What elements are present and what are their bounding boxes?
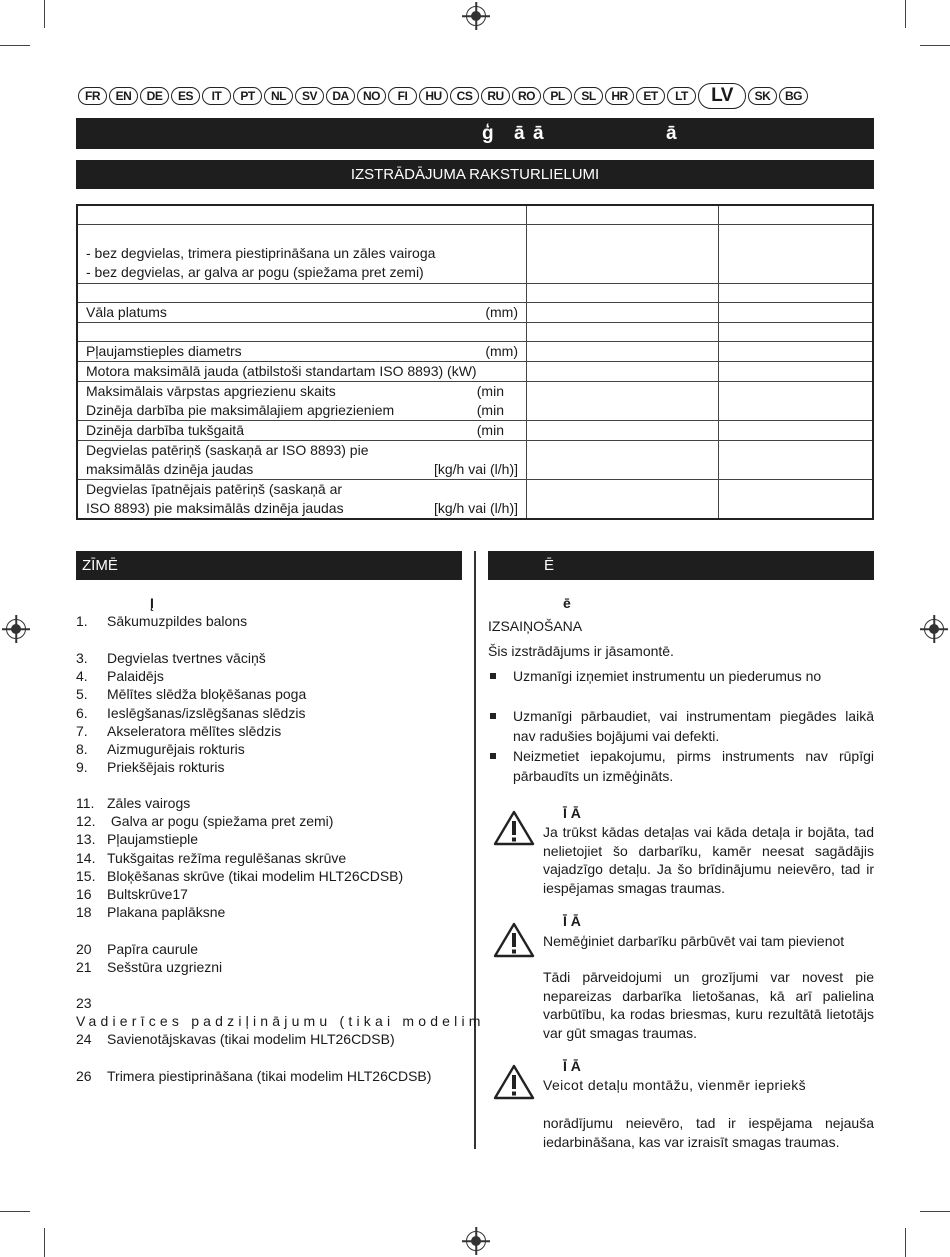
part-number: 4.: [76, 668, 88, 685]
weight-line: - bez degvielas, trimera piestiprināšana un zāles vairoga: [86, 244, 436, 261]
list-item: [76, 612, 247, 630]
part-name: Galva ar pogu (spiežama pret zemi): [107, 813, 334, 830]
registration-mark-icon: [466, 6, 486, 26]
warning-icon: [493, 810, 535, 846]
part-name: Papīra caurule: [107, 941, 199, 957]
specific-fuel-label-2: ISO 8893) pie maksimālās dzinēja jaudas: [86, 499, 344, 516]
engine-max-unit: (min: [476, 401, 504, 418]
part-number: 14.: [76, 849, 96, 866]
line-diameter-unit: (mm): [485, 342, 518, 359]
warning-heading: Ī Ā: [563, 1058, 581, 1074]
table-row: [77, 322, 873, 341]
list-item: Neizmetiet iepakojumu, pirms instruments nav rūpīgi pārbaudīts un izmēģināts.: [488, 746, 874, 786]
part-number: 13.: [76, 831, 96, 848]
crop-mark: [920, 45, 950, 46]
list-item: [76, 867, 403, 885]
list-item: [76, 903, 403, 921]
swath-label: Vāla platums: [86, 303, 167, 320]
spec-table: [76, 204, 874, 520]
unpacking-title: IZSAIŅOŠANA: [488, 618, 583, 634]
table-row: [77, 381, 873, 420]
language-tab-lt[interactable]: LT: [667, 87, 696, 105]
part-number: 26: [76, 1068, 92, 1084]
parts-group: [76, 649, 306, 776]
language-tab-es[interactable]: ES: [171, 87, 200, 105]
language-tab-en[interactable]: EN: [109, 87, 138, 105]
part-name: Trimera piestiprināšana (tikai modelim HLT26CDSB): [107, 1068, 432, 1084]
language-tab-de[interactable]: DE: [140, 87, 169, 105]
column-divider: [474, 551, 476, 1149]
list-item: [76, 885, 403, 903]
language-tab-da[interactable]: DA: [326, 87, 355, 105]
part-number: 11.: [76, 795, 95, 811]
page-title: [76, 118, 874, 149]
warning-text: norādījumu neievēro, tad ir iespējama nejauša iedarbināšana, kas var izraisīt smagas traumas.: [543, 1115, 874, 1150]
table-row: [77, 224, 873, 283]
part-name: Vadierīces padziļinājumu (tikai modelim: [76, 1013, 485, 1030]
part-name: Sešstūra uzgriezni: [107, 959, 223, 976]
list-item: [76, 667, 306, 685]
bullet-icon: [490, 753, 496, 759]
part-number: 24: [76, 1031, 92, 1047]
max-speed-unit: (min: [476, 382, 504, 399]
part-number: 1.: [76, 613, 88, 629]
language-tab-lv[interactable]: LV: [698, 83, 746, 109]
bullet-icon: [490, 713, 496, 719]
language-tab-sk[interactable]: SK: [748, 87, 777, 105]
part-number: 20: [76, 941, 92, 957]
part-name: Akseleratora mēlītes slēdzis: [107, 722, 282, 739]
table-row: [77, 479, 873, 519]
crop-mark: [905, 0, 906, 28]
list-item: [76, 1030, 395, 1048]
part-name: Degvielas tvertnes vāciņš: [107, 650, 266, 666]
table-row: [77, 205, 873, 224]
fuel-consumption-label: Degvielas patēriņš (saskaņā ar ISO 8893) pie: [86, 441, 369, 458]
part-number: 7.: [76, 722, 88, 739]
table-row: [77, 420, 873, 440]
weight-line: - bez degvielas, ar galva ar pogu (spiežama pret zemi): [86, 263, 424, 280]
specific-fuel-label: Degvielas īpatnējais patēriņš (saskaņā ar: [86, 480, 343, 497]
list-item: [76, 704, 306, 722]
part-number: 18: [76, 904, 92, 921]
table-row: [77, 341, 873, 361]
language-tab-pt[interactable]: PT: [233, 87, 262, 105]
parts-group: [76, 940, 222, 976]
language-tab-ru[interactable]: RU: [481, 87, 510, 105]
part-name: Palaidējs: [107, 668, 164, 685]
part-number: 6.: [76, 704, 88, 721]
part-name: Tukšgaitas režīma regulēšanas skrūve: [107, 849, 347, 866]
assembly-subheading: ē: [563, 595, 571, 611]
parts-group: [76, 994, 485, 1030]
bullet-icon: [490, 673, 496, 679]
fuel-consumption-label-2: maksimālās dzinēja jaudas: [86, 460, 254, 477]
registration-mark-icon: [466, 1231, 486, 1251]
part-name: Savienotājskavas (tikai modelim HLT26CDSB): [107, 1031, 395, 1047]
list-item: [76, 685, 306, 703]
notes-heading: ZĪMĒ: [76, 551, 462, 580]
language-tab-sl[interactable]: SL: [574, 87, 603, 105]
language-tab-pl[interactable]: PL: [543, 87, 572, 105]
language-tab-hu[interactable]: HU: [419, 87, 448, 105]
list-item: [76, 830, 403, 848]
assembly-note: Šis izstrādājums ir jāsamontē.: [488, 643, 674, 659]
parts-group: [76, 612, 247, 630]
language-tab-fi[interactable]: FI: [388, 87, 417, 105]
part-name: Priekšējais rokturis: [107, 759, 225, 776]
list-item: Uzmanīgi izņemiet instrumentu un piederumus no: [488, 666, 874, 686]
registration-mark-icon: [924, 619, 944, 639]
table-row: [77, 302, 873, 322]
part-number: 12.: [76, 813, 96, 830]
list-item: [76, 758, 306, 776]
crop-mark: [0, 45, 30, 46]
part-number: 23: [76, 995, 92, 1011]
part-number: 8.: [76, 741, 88, 758]
part-name: Mēlītes slēdža bloķēšanas poga: [107, 686, 307, 703]
part-number: 9.: [76, 759, 88, 776]
warning-heading: Ī Ā: [563, 805, 581, 821]
list-item: [76, 812, 403, 830]
part-name: Sākumuzpildes balons: [107, 613, 248, 629]
swath-unit: (mm): [485, 303, 518, 320]
engine-max-label: Dzinēja darbība pie maksimālajiem apgriezieniem: [86, 401, 395, 418]
part-number: 15.: [76, 867, 96, 884]
warning-text: Ja trūkst kādas detaļas vai kāda detaļa ir bojāta, tad nelietojiet šo darbarīku, kamēr neesat sagādājis vajadzīgo detaļu. Ja šo brīdinājumu neievēro, tad ir iespējamas smagas traumas.: [543, 824, 874, 896]
title-fragment: ā: [514, 123, 525, 144]
part-number: 16: [76, 886, 92, 903]
language-tab-bg[interactable]: BG: [779, 87, 808, 105]
list-item: [76, 722, 306, 740]
language-tab-sv[interactable]: SV: [295, 87, 324, 105]
list-item: [76, 1067, 431, 1085]
crop-mark: [44, 1228, 45, 1257]
crop-mark: [905, 1228, 906, 1257]
list-item: [76, 740, 306, 758]
part-name: Ieslēgšanas/izslēgšanas slēdzis: [107, 704, 306, 721]
idle-label: Dzinēja darbība tukšgaitā: [86, 421, 244, 438]
list-item: [76, 849, 403, 867]
list-item: [76, 958, 222, 976]
crop-mark: [44, 0, 45, 28]
list-item: [76, 649, 306, 667]
list-item: [76, 794, 403, 812]
part-name: Aizmugurējais rokturis: [107, 741, 245, 758]
language-tab-no[interactable]: NO: [357, 87, 386, 105]
title-fragment: ā: [666, 123, 677, 144]
parts-subheading: Į: [150, 595, 154, 611]
language-tab-nl[interactable]: NL: [264, 87, 293, 105]
warning-text: Veicot detaļu montāžu, vienmēr iepriekš: [543, 1077, 807, 1093]
part-name: Bultskrūve17: [107, 886, 188, 903]
list-item: [76, 994, 485, 1030]
table-row: [77, 283, 873, 302]
table-row: [77, 440, 873, 479]
part-number: 3.: [76, 650, 88, 666]
table-row: [77, 361, 873, 381]
warning-text: Nemēģiniet darbarīku pārbūvēt vai tam pievienot: [543, 933, 845, 949]
language-tab-fr[interactable]: FR: [78, 87, 107, 105]
language-tab-et[interactable]: ET: [636, 87, 665, 105]
language-tab-ro[interactable]: RO: [512, 87, 541, 105]
parts-group: [76, 1067, 431, 1085]
part-number: 5.: [76, 686, 88, 703]
parts-group: [76, 794, 403, 921]
fuel-consumption-unit: [kg/h vai (l/h)]: [433, 460, 518, 477]
part-name: Pļaujamstieple: [107, 831, 199, 848]
language-tabs: [78, 85, 878, 107]
engine-power-label: Motora maksimālā jauda (atbilstoši standartam ISO 8893) (kW): [77, 361, 527, 381]
language-tab-hr[interactable]: HR: [605, 87, 634, 105]
crop-mark: [920, 1211, 950, 1212]
warning-icon: [493, 1064, 535, 1100]
list-item: Uzmanīgi pārbaudiet, vai instrumentam piegādes laikā nav radušies bojājumi vai defekti.: [488, 706, 874, 746]
title-fragment: ģ: [482, 123, 494, 144]
parts-group: [76, 1030, 395, 1048]
list-item: [76, 940, 222, 958]
max-speed-label: Maksimālais vārpstas apgriezienu skaits: [86, 382, 336, 399]
warning-text: Tādi pārveidojumi un grozījumi var novest pie nepareizas darbarīka lietošanas, kā arī palielina varbūtību, ka rodas briesmas, kuru rezultātā lietotājs var gūt smagas traumas.: [543, 969, 874, 1041]
part-name: Bloķēšanas skrūve (tikai modelim HLT26CDSB): [107, 867, 404, 884]
spec-heading: IZSTRĀDĀJUMA RAKSTURLIELUMI: [76, 160, 874, 189]
assembly-heading: Ē: [488, 551, 874, 580]
line-diameter-label: Pļaujamstieples diametrs: [86, 342, 242, 359]
language-tab-cs[interactable]: CS: [450, 87, 479, 105]
part-name: Zāles vairogs: [107, 795, 191, 811]
warning-icon: [493, 922, 535, 958]
specific-fuel-unit: [kg/h vai (l/h)]: [433, 499, 518, 516]
part-name: Plakana paplāksne: [107, 904, 226, 921]
crop-mark: [0, 1211, 30, 1212]
warning-heading: Ī Ā: [563, 913, 581, 929]
part-number: 21: [76, 959, 92, 976]
idle-unit: (min: [476, 421, 504, 438]
title-fragment: ā: [533, 123, 544, 144]
registration-mark-icon: [6, 619, 26, 639]
language-tab-it[interactable]: IT: [202, 87, 231, 105]
